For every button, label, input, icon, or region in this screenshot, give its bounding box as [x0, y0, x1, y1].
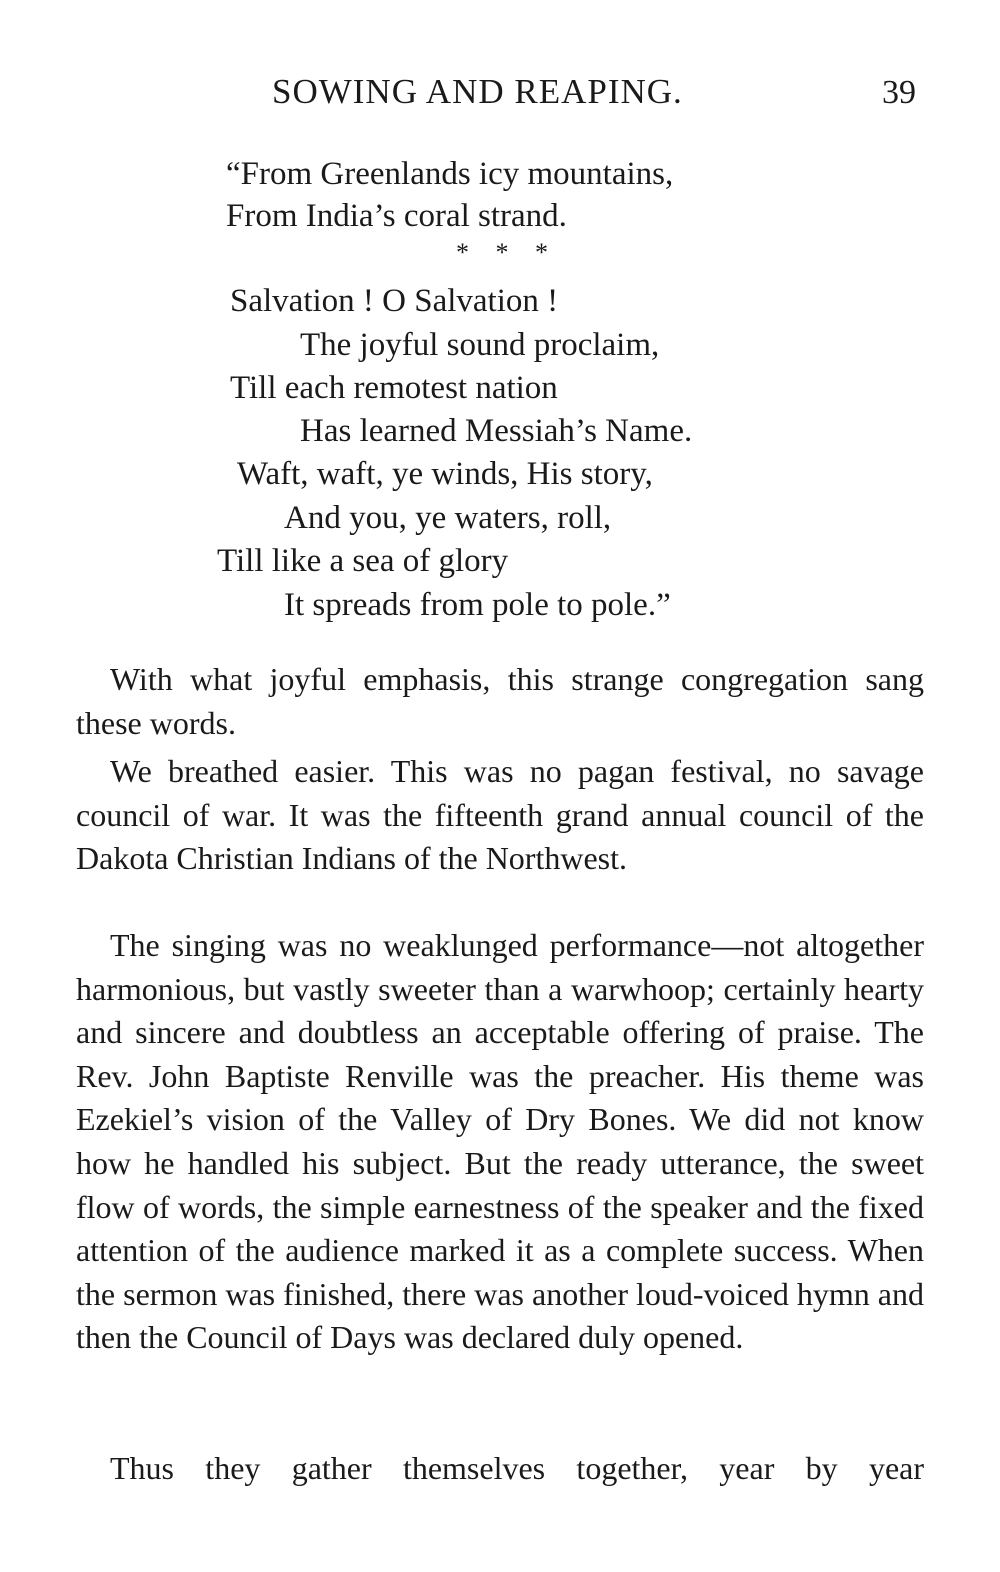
- hymn-line: Waft, waft, ye winds, His story,: [237, 456, 653, 492]
- section-separator: * * *: [456, 238, 558, 267]
- body-paragraph: With what joyful emphasis, this strange congregation sang these words.: [76, 661, 924, 741]
- hymn-line: The joyful sound proclaim,: [300, 327, 660, 363]
- hymn-line: From India’s coral strand.: [226, 198, 567, 234]
- hymn-line: And you, ye waters, roll,: [284, 500, 612, 536]
- hymn-line: It spreads from pole to pole.”: [284, 587, 671, 623]
- hymn-line: Till like a sea of glory: [217, 543, 509, 579]
- hymn-line: “From Greenlands icy mountains,: [226, 156, 674, 192]
- hymn-line: Salvation ! O Salvation !: [230, 283, 559, 319]
- running-header-title: SOWING AND REAPING.: [272, 72, 683, 111]
- page-number: 39: [882, 74, 916, 111]
- hymn-line: Has learned Messiah’s Name.: [300, 413, 693, 449]
- body-paragraph: Thus they gather themselves together, year by year: [110, 1450, 924, 1486]
- body-paragraph: We breathed easier. This was no pagan festival, no savage council of war. It was the fifteenth grand annual council of the Dakota Christian Indians of the Northwest.: [76, 753, 924, 877]
- body-paragraph: The singing was no weaklunged performance—not altogether harmonious, but vastly sweeter than a warwhoop; certainly hearty and sincere and doubtless an acceptable offering of praise. The Rev. John Baptiste Renville was the preacher. His theme was Ezekiel’s vision of the Valley of Dry Bones. We did not know how he handled his subject. But the ready utterance, the sweet flow of words, the simple earnestness of the speaker and the fixed attention of the audience marked it as a complete success. When the sermon was finished, there was another loud-voiced hymn and then the Council of Days was declared duly opened.: [76, 927, 924, 1356]
- hymn-line: Till each remotest nation: [230, 370, 558, 406]
